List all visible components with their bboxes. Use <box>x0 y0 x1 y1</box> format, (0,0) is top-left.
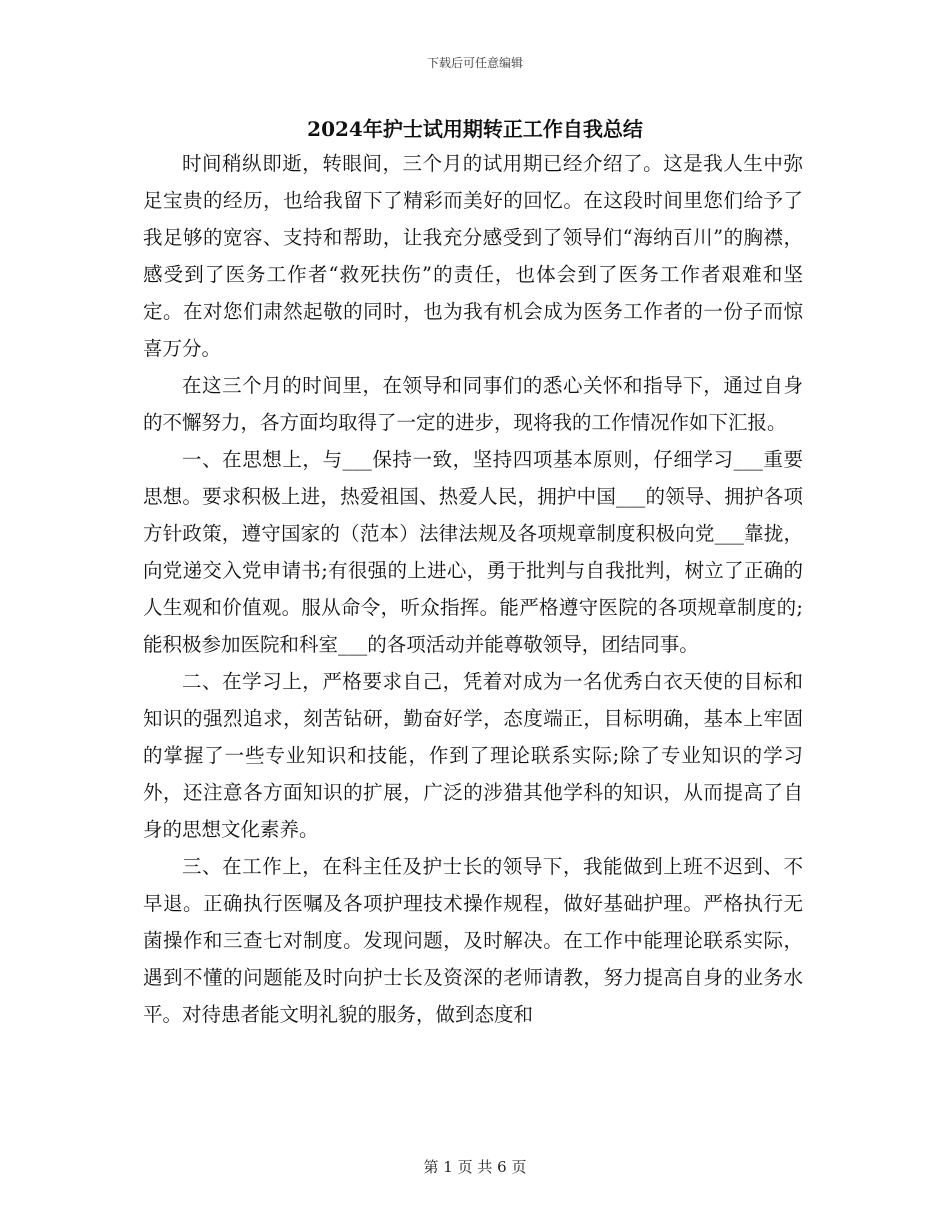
document-body <box>143 145 803 1033</box>
document-title: 2024年护士试用期转正工作自我总结 <box>307 117 643 141</box>
paragraph-study: 二、在学习上，严格要求自己，凭着对成为一名优秀白衣天使的目标和知识的强烈追求，刻苦钻研，勤奋好学，态度端正，目标明确，基本上牢固的掌握了一些专业知识和技能，作到了理论联系实际;除了专业知识的学习外，还注意各方面知识的扩展，广泛的涉猎其他学科的知识，从而提高了自身的思想文化素养。 <box>143 670 803 841</box>
header-note: 下载后可任意编辑 <box>426 56 523 70</box>
paragraph-work: 三、在工作上，在科主任及护士长的领导下，我能做到上班不迟到、不早退。正确执行医嘱及各项护理技术操作规程，做好基础护理。严格执行无菌操作和三查七对制度。发现问题，及时解决。在工作中能理论联系实际，遇到不懂的问题能及时向护士长及资深的老师请教，努力提高自身的业务水平。对待患者能文明礼貌的服务，做到态度和 <box>143 855 803 1026</box>
page-number: 第 1 页 共 6 页 <box>423 1158 527 1176</box>
paragraph-ideology: 一、在思想上，与___保持一致，坚持四项基本原则，仔细学习___重要思想。要求积极上进，热爱祖国、热爱人民，拥护中国___的领导、拥护各项方针政策，遵守国家的（范本）法律法规及各项规章制度积极向党___靠拢，向党递交入党申请书;有很强的上进心，勇于批判与自我批判，树立了正确的人生观和价值观。服从命令，听众指挥。能严格遵守医院的各项规章制度的;能积极参加医院和科室___的各项活动并能尊敬领导，团结同事。 <box>143 448 803 656</box>
paragraph-intro: 时间稍纵即逝，转眼间，三个月的试用期已经介绍了。这是我人生中弥足宝贵的经历，也给我留下了精彩而美好的回忆。在这段时间里您们给予了我足够的宽容、支持和帮助，让我充分感受到了领导们“海纳百川”的胸襟，感受到了医务工作者“救死扶伤”的责任，也体会到了医务工作者艰难和坚定。在对您们肃然起敬的同时，也为我有机会成为医务工作者的一份子而惊喜万分。 <box>143 152 803 360</box>
paragraph-summary: 在这三个月的时间里，在领导和同事们的悉心关怀和指导下，通过自身的不懈努力，各方面均取得了一定的进步，现将我的工作情况作如下汇报。 <box>143 374 803 434</box>
